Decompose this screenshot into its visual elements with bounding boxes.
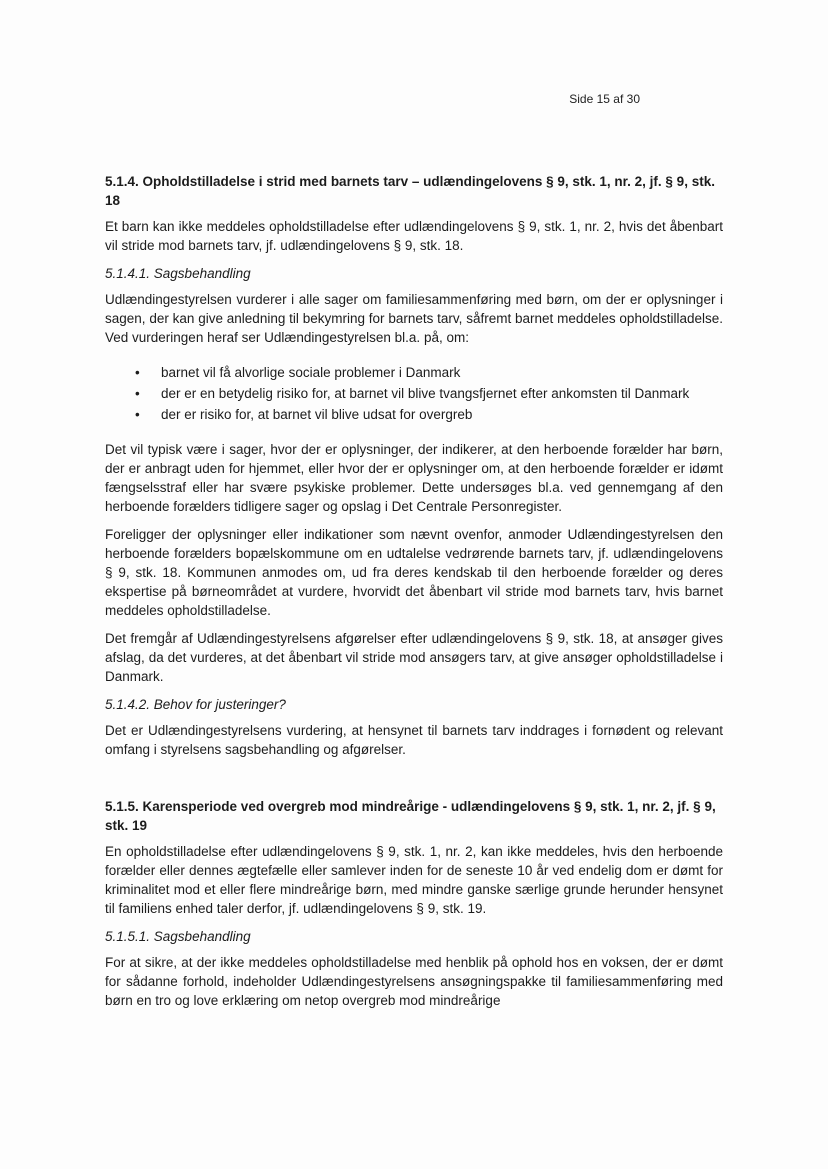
heading-5-1-5-1: 5.1.5.1. Sagsbehandling [105, 929, 251, 944]
paragraph-typisk-sager: Det vil typisk være i sager, hvor der er oplysninger, der indikerer, at den herboende forælder har børn, der er anbragt uden for hjemmet, eller hvor der er oplysninger om, at den herboende forælder er idømt fængselsstraf eller har svære psykiske problemer. Dette undersøges bl.a. ved gennemgang af den herboende forælders tidligere sager og opslag i Det Centrale Personregister. [105, 442, 723, 514]
bullet-item [135, 363, 723, 382]
paragraph-behov-justeringer: Det er Udlændingestyrelsens vurdering, at hensynet til barnets tarv inddrages i fornødent og relevant omfang i styrelsens sagsbehandling og afgørelser. [105, 723, 723, 757]
bullet-icon: • [135, 386, 140, 401]
bullet-icon: • [135, 365, 140, 380]
paragraph-for-at-sikre: For at sikre, at der ikke meddeles opholdstilladelse med henblik på ophold hos en voksen, der er dømt for sådanne forhold, indeholder Udlændingestyrelsens ansøgningspakke til familiesammenføring med børn en tro og love erklæring om netop overgreb mod mindreårige [105, 955, 723, 1008]
paragraph-5-1-4-intro: Et barn kan ikke meddeles opholdstilladelse efter udlændingelovens § 9, stk. 1, nr. 2, hvis det åbenbart vil stride mod barnets tarv, jf. udlændingelovens § 9, stk. 18. [105, 219, 723, 253]
paragraph-5-1-5-intro: En opholdstilladelse efter udlændingelovens § 9, stk. 1, nr. 2, kan ikke meddeles, hvis den herboende forælder eller dennes ægtefælle eller samlever inden for de seneste 10 år ved endelig dom er dømt for kriminalitet mod et eller flere mindreårige børn, med mindre ganske særlige grunde herunder hensynet til familiens enhed taler derfor, jf. udlændingelovens § 9, stk. 19. [105, 844, 723, 916]
page-header [0, 92, 640, 106]
heading-5-1-5: 5.1.5. Karensperiode ved overgreb mod mindreårige - udlændingelovens § 9, stk. 1, nr. 2, jf. § 9, stk. 19 [105, 799, 716, 833]
bullet-text: barnet vil få alvorlige sociale problemer i Danmark [161, 365, 461, 380]
page-number-label: Side 15 af 30 [569, 92, 640, 106]
heading-5-1-4-1: 5.1.4.1. Sagsbehandling [105, 266, 251, 281]
paragraph-sagsbehandling-intro: Udlændingestyrelsen vurderer i alle sager om familiesammenføring med børn, om der er oplysninger i sagen, der kan give anledning til bekymring for barnets tarv, såfremt barnet meddeles opholdstilladelse. Ved vurderingen heraf ser Udlændingestyrelsen bl.a. på, om: [105, 292, 723, 345]
paragraph-foreligger-oplysninger: Foreligger der oplysninger eller indikationer som nævnt ovenfor, anmoder Udlændingestyrelsen den herboende forælders bopælskommune om en udtalelse vedrørende barnets tarv, jf. udlændingelovens § 9, stk. 18. Kommunen anmodes om, ud fra deres kendskab til den herboende forælder og deres ekspertise på børneområdet at vurdere, hvorvidt det åbenbart vil stride mod barnets tarv, hvis barnet meddeles opholdstilladelse. [105, 527, 723, 618]
paragraph-fremgaar-afgoerelser: Det fremgår af Udlændingestyrelsens afgørelser efter udlændingelovens § 9, stk. 18, at ansøger gives afslag, da det vurderes, at det åbenbart vil stride mod ansøgers tarv, at give ansøger opholdstilladelse i Danmark. [105, 631, 723, 684]
bullet-item [135, 384, 723, 403]
bullet-item [135, 405, 723, 424]
document-body [105, 172, 723, 1019]
bullet-icon: • [135, 407, 140, 422]
heading-5-1-4-2: 5.1.4.2. Behov for justeringer? [105, 697, 286, 712]
heading-5-1-4: 5.1.4. Opholdstilladelse i strid med barnets tarv – udlændingelovens § 9, stk. 1, nr. 2, jf. § 9, stk. 18 [105, 174, 715, 208]
bullet-list [135, 363, 723, 424]
bullet-text: der er risiko for, at barnet vil blive udsat for overgreb [161, 407, 473, 422]
bullet-text: der er en betydelig risiko for, at barnet vil blive tvangsfjernet efter ankomsten til Danmark [161, 386, 690, 401]
